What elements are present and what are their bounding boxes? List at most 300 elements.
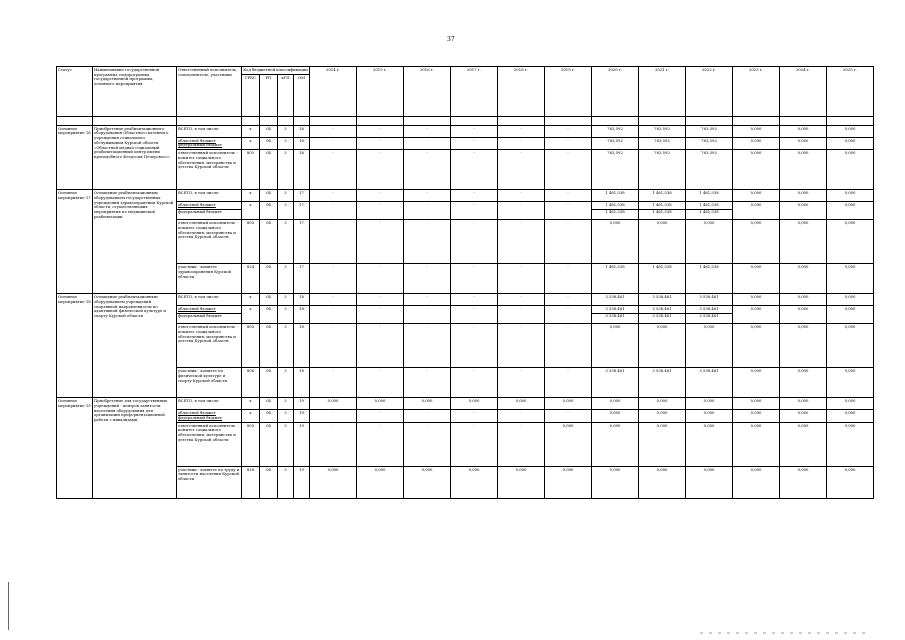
- responsible-label-secondary: федеральный бюджет: [177, 209, 241, 215]
- value-cell: [686, 324, 733, 368]
- value-cell: [451, 466, 498, 498]
- value-text: 0,000: [421, 398, 433, 404]
- value-text: 1 461,538: [699, 264, 719, 270]
- code-cell: 3: [278, 150, 294, 190]
- value-cell: [404, 306, 451, 324]
- value-text: -: [473, 368, 475, 374]
- value-cell: [780, 324, 827, 368]
- value-cell: [827, 150, 874, 190]
- scan-artifact: [700, 632, 870, 634]
- value-cell: [733, 202, 780, 220]
- value-text: -: [332, 294, 334, 300]
- value-text: -: [379, 202, 381, 208]
- header-year: 2017 г.: [451, 67, 498, 117]
- header-budget-code: Код бюджетной классификации: [242, 67, 310, 75]
- header-year: 2022 г.: [686, 67, 733, 117]
- value-cell: [498, 125, 545, 137]
- value-text: 0,000: [656, 220, 668, 226]
- value-text: 0,000: [844, 202, 856, 208]
- value-text: 0,000: [656, 324, 668, 330]
- value-cell: [498, 150, 545, 190]
- value-text: 0,000: [609, 466, 621, 472]
- value-text: 0,000: [703, 220, 715, 226]
- header-name: Наименование государственной программы, подпрограммы государственной программы, основного мероприятия: [93, 67, 177, 117]
- value-text: 0,000: [562, 422, 574, 428]
- value-cell: [780, 294, 827, 306]
- scan-margin-mark: [8, 582, 9, 630]
- code-cell: 18: [294, 368, 310, 398]
- value-text: 0,000: [750, 294, 762, 300]
- code-cell: х: [242, 125, 260, 137]
- responsible-cell: [177, 306, 242, 324]
- code-cell: 04: [260, 125, 278, 137]
- header-responsible: Ответственный исполнитель, соисполнитель, участники: [177, 67, 242, 117]
- responsible-cell: [177, 466, 242, 498]
- value-text: -: [332, 306, 334, 312]
- table-row: [57, 368, 874, 398]
- value-cell: [404, 264, 451, 294]
- value-text: -: [332, 190, 334, 196]
- table-row: [57, 220, 874, 264]
- value-cell: [404, 410, 451, 422]
- value-cell: [592, 125, 639, 137]
- value-text: 3 538,461: [652, 294, 672, 300]
- measure-name-cell: Оснащение реабилитационным оборудованием государственных учреждений здравоохранения Курской области, осуществляющих мероприятия по медицинской реабилитации: [93, 190, 177, 294]
- value-text: 0,000: [609, 422, 621, 428]
- value-text: -: [520, 422, 522, 428]
- value-text: 0,000: [844, 466, 856, 472]
- value-text: 763,592: [701, 137, 717, 143]
- value-cell: [498, 368, 545, 398]
- value-cell: [780, 398, 827, 410]
- value-text: -: [520, 306, 522, 312]
- value-cell: [686, 294, 733, 306]
- value-cell: [592, 422, 639, 466]
- status-cell: Основное мероприятие 19: [57, 398, 93, 498]
- value-text: 1 461,538: [652, 264, 672, 270]
- value-cell: [592, 294, 639, 306]
- code-cell: 3: [278, 422, 294, 466]
- value-cell: [780, 202, 827, 220]
- responsible-label: ВСЕГО, в том числе:: [178, 398, 220, 404]
- value-text: 763,592: [654, 125, 670, 131]
- header-code: ОМ: [294, 74, 310, 116]
- value-cell: [686, 398, 733, 410]
- value-cell: [404, 190, 451, 202]
- responsible-label: областной бюджет: [178, 202, 216, 208]
- code-cell: 04: [260, 294, 278, 306]
- value-cell: [310, 264, 357, 294]
- value-cell: [498, 324, 545, 368]
- value-text: -: [332, 264, 334, 270]
- value-cell: [780, 125, 827, 137]
- value-cell: [498, 306, 545, 324]
- value-cell: [639, 324, 686, 368]
- value-text: 0,000: [703, 466, 715, 472]
- value-text: 0,000: [562, 466, 574, 472]
- value-text: 3 538,461: [652, 306, 672, 312]
- code-cell: 3: [278, 410, 294, 422]
- value-text: 0,000: [750, 368, 762, 374]
- code-cell: 04: [260, 150, 278, 190]
- code-cell: 19: [294, 422, 310, 466]
- value-text: 0,000: [750, 220, 762, 226]
- value-cell: [498, 466, 545, 498]
- value-text: -: [426, 324, 428, 330]
- value-cell: [592, 410, 639, 422]
- value-cell: [639, 125, 686, 137]
- value-cell: [310, 150, 357, 190]
- value-text: 0,000: [374, 398, 386, 404]
- value-cell: [498, 190, 545, 202]
- value-text: -: [426, 220, 428, 226]
- value-text: 0,000: [797, 324, 809, 330]
- value-text: -: [379, 306, 381, 312]
- value-text-secondary: 1 461,538: [639, 209, 685, 215]
- value-text: 0,000: [750, 190, 762, 196]
- value-text-secondary: 1 461,538: [592, 209, 638, 215]
- table-row: [57, 294, 874, 306]
- value-cell: [827, 368, 874, 398]
- value-text: -: [426, 190, 428, 196]
- value-text: -: [332, 202, 334, 208]
- value-cell: [451, 410, 498, 422]
- value-text: 0,000: [797, 306, 809, 312]
- value-cell: [545, 368, 592, 398]
- value-text: -: [332, 324, 334, 330]
- value-text: 0,000: [797, 220, 809, 226]
- value-text: -: [520, 324, 522, 330]
- value-cell: [404, 137, 451, 149]
- code-cell: х: [242, 294, 260, 306]
- value-text: 0,000: [656, 422, 668, 428]
- value-text: -: [520, 368, 522, 374]
- responsible-cell: [177, 324, 242, 368]
- value-text: -: [567, 294, 569, 300]
- value-cell: [498, 422, 545, 466]
- code-cell: х: [242, 202, 260, 220]
- value-cell: [733, 368, 780, 398]
- table-row: [57, 410, 874, 422]
- responsible-cell: [177, 137, 242, 149]
- value-cell: [404, 150, 451, 190]
- value-text: 0,000: [750, 422, 762, 428]
- value-text: -: [520, 150, 522, 156]
- value-cell: [498, 410, 545, 422]
- value-cell: [310, 202, 357, 220]
- value-text: -: [426, 264, 428, 270]
- code-cell: 04: [260, 368, 278, 398]
- value-cell: [827, 202, 874, 220]
- code-cell: 16: [294, 125, 310, 137]
- value-text: -: [379, 264, 381, 270]
- responsible-label: областной бюджет федеральный бюджет: [178, 137, 223, 148]
- value-text: -: [473, 294, 475, 300]
- value-cell: [545, 220, 592, 264]
- responsible-cell: [177, 220, 242, 264]
- responsible-cell: [177, 398, 242, 410]
- value-cell: [733, 137, 780, 149]
- status-cell: Основное мероприятие 17: [57, 190, 93, 294]
- value-text: -: [426, 137, 428, 143]
- value-cell: [639, 306, 686, 324]
- value-text: -: [473, 422, 475, 428]
- value-cell: [545, 264, 592, 294]
- value-cell: [310, 220, 357, 264]
- value-cell: [498, 264, 545, 294]
- value-cell: [686, 368, 733, 398]
- value-text: 0,000: [844, 368, 856, 374]
- responsible-label: ответственный исполнитель - комитет социального обеспечения, материнства и детства Курской области: [178, 220, 238, 240]
- table-row: [57, 125, 874, 137]
- value-text: 0,000: [844, 125, 856, 131]
- value-text: 1 461,538: [652, 202, 672, 208]
- value-cell: [357, 324, 404, 368]
- responsible-cell: [177, 264, 242, 294]
- value-text: 1 461,538: [605, 190, 625, 196]
- responsible-label: областной бюджет: [178, 306, 216, 312]
- value-text: 0,000: [797, 137, 809, 143]
- table-row: [57, 137, 874, 149]
- table-row: [57, 150, 874, 190]
- value-cell: [639, 294, 686, 306]
- value-cell: [780, 368, 827, 398]
- value-cell: [357, 422, 404, 466]
- value-text: 763,592: [607, 125, 623, 131]
- header-code: ГРБС: [242, 74, 260, 116]
- value-cell: [827, 137, 874, 149]
- responsible-cell: [177, 125, 242, 137]
- value-cell: [686, 410, 733, 422]
- value-cell: [310, 306, 357, 324]
- responsible-label: участник - комитет по труду и занятости населения Курской области: [178, 466, 240, 481]
- header-year: 2021 г.: [639, 67, 686, 117]
- code-cell: 18: [294, 324, 310, 368]
- value-cell: [639, 190, 686, 202]
- value-text: -: [332, 410, 334, 416]
- header-year: 2019 г.: [545, 67, 592, 117]
- value-text: 0,000: [703, 398, 715, 404]
- value-cell: [451, 422, 498, 466]
- value-cell: [404, 368, 451, 398]
- code-cell: 3: [278, 202, 294, 220]
- value-cell: [357, 306, 404, 324]
- value-text: 763,592: [701, 150, 717, 156]
- value-text: -: [520, 264, 522, 270]
- value-text: -: [473, 125, 475, 131]
- value-text: 0,000: [750, 125, 762, 131]
- responsible-label: ответственный исполнитель - комитет социального обеспечения, материнства и детства Курской области: [178, 422, 238, 442]
- value-cell: [592, 306, 639, 324]
- value-cell: [639, 137, 686, 149]
- value-text: 1 461,538: [699, 190, 719, 196]
- responsible-cell: [177, 190, 242, 202]
- code-cell: 818: [242, 466, 260, 498]
- value-text: -: [332, 137, 334, 143]
- measure-name-cell: Приобретение для государственных учреждений - центров занятости населения оборудования для организации профориентационной работы с инвалидами: [93, 398, 177, 498]
- value-cell: [545, 422, 592, 466]
- value-text: -: [567, 125, 569, 131]
- value-text: -: [426, 368, 428, 374]
- code-cell: 805: [242, 324, 260, 368]
- code-cell: 04: [260, 466, 278, 498]
- value-cell: [451, 368, 498, 398]
- value-text: 0,000: [797, 264, 809, 270]
- value-cell: [639, 466, 686, 498]
- value-text: 3 538,461: [605, 368, 625, 374]
- value-text: 3 538,461: [652, 368, 672, 374]
- value-text: -: [520, 190, 522, 196]
- header-year: 2014 г.: [310, 67, 357, 117]
- value-text: -: [473, 202, 475, 208]
- value-text: 0,000: [750, 410, 762, 416]
- header-year: 2016 г.: [404, 67, 451, 117]
- value-cell: [686, 264, 733, 294]
- value-text: 0,000: [750, 202, 762, 208]
- value-cell: [827, 294, 874, 306]
- value-text: -: [473, 324, 475, 330]
- value-cell: [404, 466, 451, 498]
- responsible-label: областной бюджет федеральный бюджет: [178, 410, 223, 420]
- value-text: 0,000: [750, 306, 762, 312]
- responsible-cell: [177, 410, 242, 422]
- value-cell: [310, 125, 357, 137]
- code-cell: 3: [278, 398, 294, 410]
- value-cell: [451, 190, 498, 202]
- value-text: -: [520, 202, 522, 208]
- value-text: 0,000: [609, 324, 621, 330]
- header-year: 2018 г.: [498, 67, 545, 117]
- value-text: -: [379, 324, 381, 330]
- table-body: [57, 125, 874, 498]
- value-text: -: [332, 150, 334, 156]
- value-cell: [827, 466, 874, 498]
- value-cell: [310, 137, 357, 149]
- value-cell: [733, 190, 780, 202]
- value-cell: [827, 324, 874, 368]
- responsible-label: участник - комитет по физической культуре и спорту Курской области: [178, 368, 228, 383]
- value-text: -: [567, 306, 569, 312]
- value-cell: [686, 137, 733, 149]
- value-cell: [733, 220, 780, 264]
- value-cell: [639, 202, 686, 220]
- value-cell: [827, 125, 874, 137]
- value-cell: [545, 324, 592, 368]
- value-cell: [592, 368, 639, 398]
- responsible-cell: [177, 150, 242, 190]
- value-cell: [733, 422, 780, 466]
- value-text: 1 461,538: [605, 264, 625, 270]
- responsible-cell: [177, 294, 242, 306]
- code-cell: х: [242, 398, 260, 410]
- value-cell: [310, 190, 357, 202]
- code-cell: 04: [260, 220, 278, 264]
- value-text-secondary: 3 538,461: [592, 313, 638, 319]
- value-cell: [686, 202, 733, 220]
- value-cell: [404, 324, 451, 368]
- value-text: -: [426, 422, 428, 428]
- page-number: 37: [447, 36, 455, 43]
- value-text: -: [473, 220, 475, 226]
- value-text: 0,000: [327, 398, 339, 404]
- value-cell: [357, 220, 404, 264]
- value-text: -: [379, 125, 381, 131]
- value-text: -: [520, 294, 522, 300]
- value-text: -: [567, 324, 569, 330]
- value-text: 0,000: [656, 466, 668, 472]
- code-cell: 16: [294, 137, 310, 149]
- value-text: -: [332, 422, 334, 428]
- value-cell: [780, 264, 827, 294]
- value-cell: [545, 137, 592, 149]
- value-text: -: [379, 368, 381, 374]
- value-cell: [451, 125, 498, 137]
- value-cell: [592, 190, 639, 202]
- value-text: 0,000: [750, 398, 762, 404]
- value-cell: [733, 264, 780, 294]
- value-cell: [639, 264, 686, 294]
- value-text: 0,000: [844, 294, 856, 300]
- code-cell: 824: [242, 264, 260, 294]
- value-cell: [404, 125, 451, 137]
- responsible-label-secondary: федеральный бюджет: [177, 313, 241, 319]
- value-text: 0,000: [609, 410, 621, 416]
- value-cell: [827, 410, 874, 422]
- value-text: 3 538,461: [699, 294, 719, 300]
- value-cell: [686, 190, 733, 202]
- value-text: -: [379, 220, 381, 226]
- value-text: 0,000: [844, 137, 856, 143]
- header-year: 2015 г.: [357, 67, 404, 117]
- value-text: 0,000: [374, 466, 386, 472]
- value-cell: [451, 294, 498, 306]
- value-text: -: [473, 306, 475, 312]
- value-text: -: [332, 220, 334, 226]
- value-text: 0,000: [515, 398, 527, 404]
- value-text: 0,000: [797, 294, 809, 300]
- value-text-secondary: 3 538,461: [639, 313, 685, 319]
- header-status: Статус: [57, 67, 93, 117]
- status-cell: Основное мероприятие 18: [57, 294, 93, 398]
- code-cell: 18: [294, 294, 310, 306]
- header-year: 2020 г.: [592, 67, 639, 117]
- value-cell: [686, 466, 733, 498]
- code-cell: х: [242, 306, 260, 324]
- value-cell: [639, 410, 686, 422]
- value-text: 3 538,461: [605, 306, 625, 312]
- value-cell: [592, 202, 639, 220]
- value-text: -: [379, 150, 381, 156]
- value-cell: [733, 324, 780, 368]
- responsible-cell: [177, 368, 242, 398]
- code-cell: 04: [260, 306, 278, 324]
- value-text: -: [520, 220, 522, 226]
- value-cell: [357, 398, 404, 410]
- value-cell: [310, 422, 357, 466]
- value-text: -: [379, 190, 381, 196]
- code-cell: 805: [242, 422, 260, 466]
- code-cell: 805: [242, 220, 260, 264]
- value-text: 0,000: [797, 466, 809, 472]
- value-cell: [357, 294, 404, 306]
- value-text: 0,000: [797, 422, 809, 428]
- value-cell: [686, 422, 733, 466]
- code-cell: 17: [294, 264, 310, 294]
- value-cell: [592, 324, 639, 368]
- value-cell: [592, 137, 639, 149]
- value-cell: [827, 422, 874, 466]
- value-cell: [780, 190, 827, 202]
